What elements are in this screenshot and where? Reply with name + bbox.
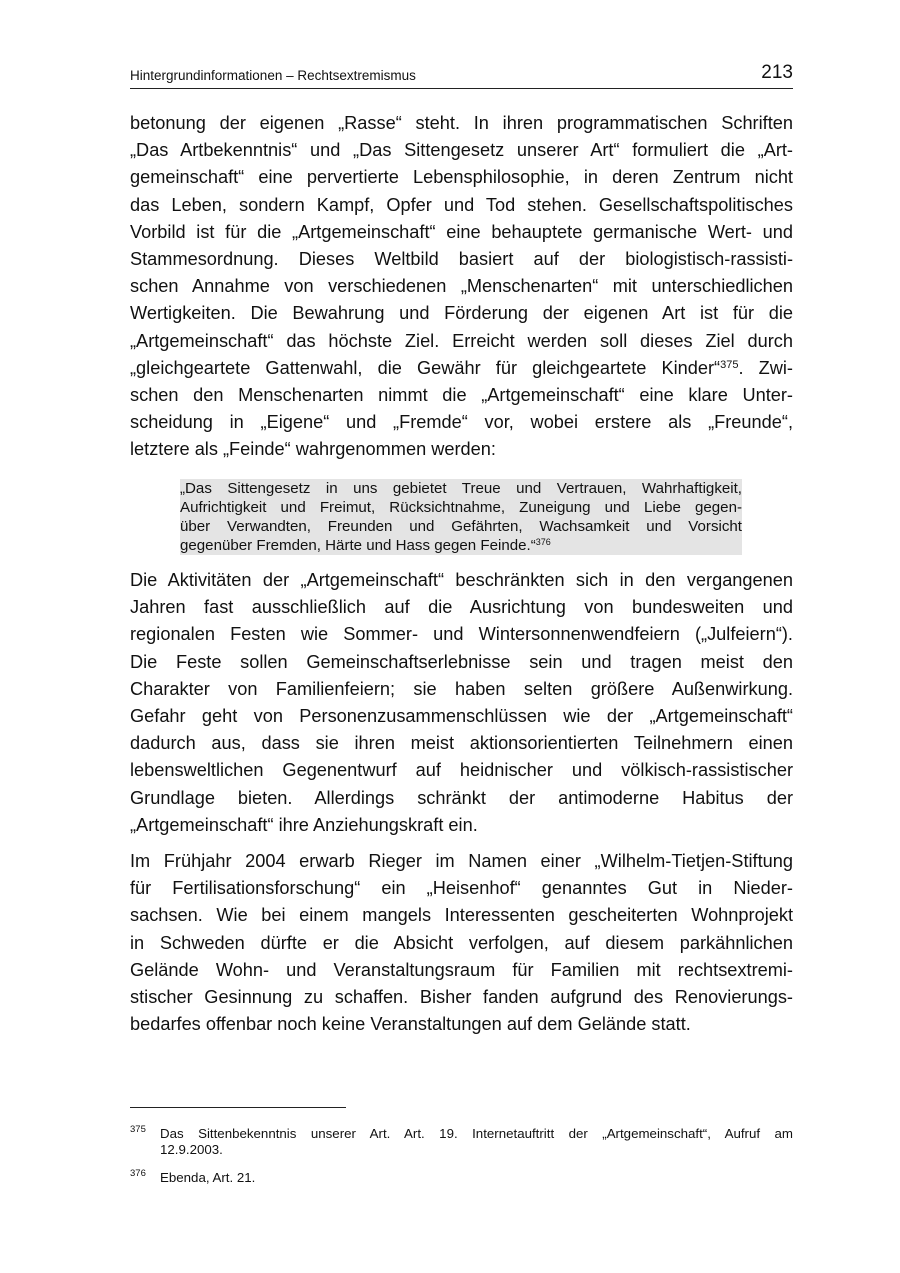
- text-line: Jahren fast ausschließlich auf die Ausrichtung von bundesweiten und: [130, 597, 793, 618]
- footnote-ref-375[interactable]: 375: [720, 358, 739, 371]
- text-line: Vorbild ist für die „Artgemeinschaft“ eine behauptete germanische Wert- und: [130, 221, 793, 242]
- text-line: bedarfes offenbar noch keine Veranstaltungen auf dem Gelände statt.: [130, 1014, 691, 1035]
- text-line: Gefahr geht von Personenzusammenschlüssen wie der „Artgemeinschaft“: [130, 706, 793, 727]
- text-line: scheidung in „Eigene“ und „Fremde“ vor, wobei erstere als „Freunde“,: [130, 412, 793, 433]
- page-header: [130, 62, 793, 89]
- text-line: Die Feste sollen Gemeinschaftserlebnisse sein und tragen meist den: [130, 651, 793, 672]
- footnote-ref-376[interactable]: 376: [535, 537, 551, 547]
- text-line: letztere als „Feinde“ wahrgenommen werden:: [130, 439, 496, 460]
- text-line: Stammesordnung. Dieses Weltbild basiert auf der biologistisch-rassisti-: [130, 249, 793, 270]
- quote-line: über Verwandten, Freunden und Gefährten, Wachsamkeit und Vorsicht: [180, 518, 742, 535]
- text-line: Charakter von Familienfeiern; sie haben selten größere Außenwirkung.: [130, 678, 793, 699]
- block-quote: [180, 479, 742, 555]
- text-line: schen Annahme von verschiedenen „Menschenarten“ mit unterschiedlichen: [130, 276, 793, 297]
- footnote-line: Das Sittenbekenntnis unserer Art. Art. 19. Internetauftritt der „Artgemeinschaft“, Aufruf am: [160, 1126, 793, 1141]
- footnote-number: 376: [130, 1168, 146, 1179]
- footnote-divider: [130, 1107, 346, 1108]
- text-line: „Das Artbekenntnis“ und „Das Sittengesetz unserer Art“ formuliert die „Art-: [130, 140, 793, 161]
- footnote-line: Ebenda, Art. 21.: [160, 1170, 256, 1185]
- text-line: lebensweltlichen Gegenentwurf auf heidnischer und völkisch-rassistischer: [130, 760, 793, 781]
- paragraph-2: [130, 567, 793, 839]
- quote-line: Aufrichtigkeit und Freimut, Rücksichtnahme, Zuneigung und Liebe gegen-: [180, 499, 742, 516]
- text-line: betonung der eigenen „Rasse“ steht. In ihren programmatischen Schriften: [130, 113, 793, 133]
- text-line: „Artgemeinschaft“ ihre Anziehungskraft ein.: [130, 814, 478, 835]
- text-line: [130, 355, 793, 382]
- text-line: in Schweden dürfte er die Absicht verfolgen, auf diesem parkähnlichen: [130, 932, 793, 953]
- text-segment: „gleichgeartete Gattenwahl, die Gewähr für gleichgeartete Kinder“: [130, 357, 721, 378]
- text-line: schen den Menschenarten nimmt die „Artgemeinschaft“ eine klare Unter-: [130, 385, 793, 406]
- paragraph-1: [130, 110, 793, 464]
- text-line: Wertigkeiten. Die Bewahrung und Förderung der eigenen Art ist für die: [130, 303, 793, 324]
- footnote-text: [160, 1126, 793, 1158]
- text-line: „Artgemeinschaft“ das höchste Ziel. Erreicht werden soll dieses Ziel durch: [130, 330, 793, 351]
- text-line: dadurch aus, dass sie ihren meist aktionsorientierten Teilnehmern einen: [130, 733, 793, 754]
- text-line: Im Frühjahr 2004 erwarb Rieger im Namen einer „Wilhelm-Tietjen-Stiftung: [130, 851, 793, 871]
- paragraph-3: [130, 848, 793, 1038]
- footnote-text: [160, 1170, 793, 1186]
- running-title: Hintergrundinformationen – Rechtsextremismus: [130, 68, 416, 83]
- text-segment: . Zwi-: [738, 357, 793, 378]
- text-line: das Leben, sondern Kampf, Opfer und Tod stehen. Gesellschaftspolitisches: [130, 194, 793, 215]
- page-number: 213: [761, 62, 793, 83]
- text-segment: gegenüber Fremden, Härte und Hass gegen Feinde.“: [180, 537, 536, 554]
- quote-line: „Das Sittengesetz in uns gebietet Treue und Vertrauen, Wahrhaftigkeit,: [180, 480, 742, 497]
- text-line: Die Aktivitäten der „Artgemeinschaft“ beschränkten sich in den vergangenen: [130, 570, 793, 590]
- quote-line: [180, 536, 742, 555]
- text-line: für Fertilisationsforschung“ ein „Heisenhof“ genanntes Gut in Nieder-: [130, 878, 793, 899]
- text-line: gemeinschaft“ eine pervertierte Lebensphilosophie, in deren Zentrum nicht: [130, 167, 793, 188]
- text-line: stischer Gesinnung zu schaffen. Bisher fanden aufgrund des Renovierungs-: [130, 987, 793, 1008]
- text-line: Gelände Wohn- und Veranstaltungsraum für Familien mit rechtsextremi-: [130, 959, 793, 980]
- footnote-line: 12.9.2003.: [160, 1142, 223, 1157]
- footnote-number: 375: [130, 1124, 146, 1135]
- text-line: Grundlage bieten. Allerdings schränkt der antimoderne Habitus der: [130, 787, 793, 808]
- text-line: regionalen Festen wie Sommer- und Wintersonnenwendfeiern („Julfeiern“).: [130, 624, 793, 645]
- text-line: sachsen. Wie bei einem mangels Interessenten gescheiterten Wohnprojekt: [130, 905, 793, 926]
